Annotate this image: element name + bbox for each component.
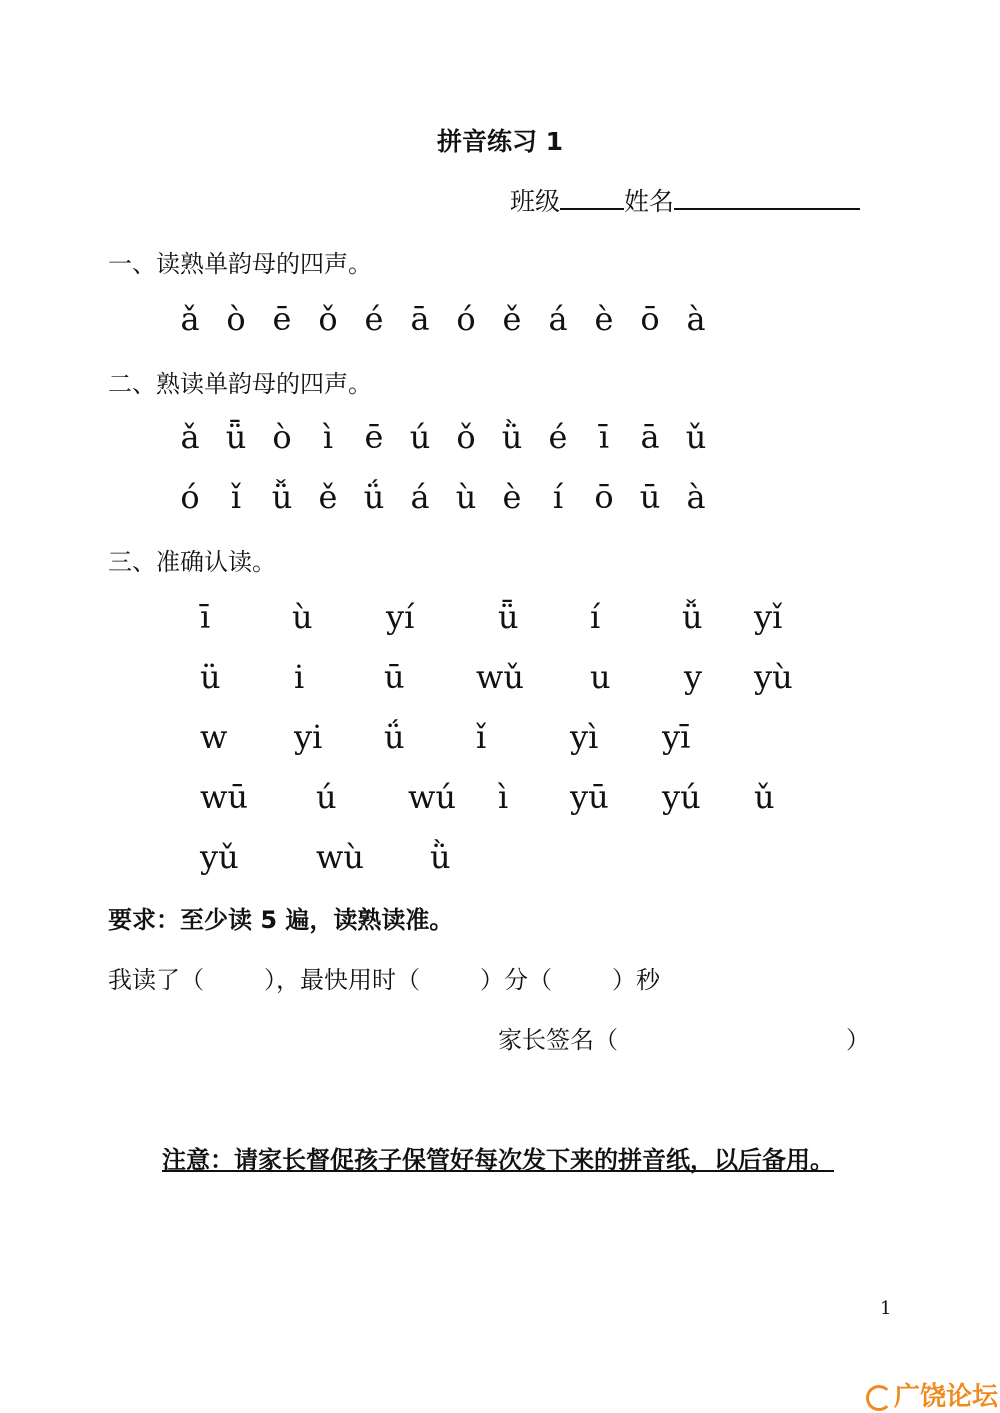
syllable: ǔ — [685, 418, 707, 456]
syllable: yǐ — [754, 598, 783, 636]
class-blank[interactable] — [560, 186, 624, 210]
name-label: 姓名 — [624, 187, 675, 216]
syllable: é — [364, 300, 384, 338]
syllable: è — [594, 300, 614, 338]
syllable: ì — [498, 778, 509, 816]
syllable: ē — [272, 300, 292, 338]
syllable: ǒ — [318, 300, 338, 338]
syllable: ü — [200, 658, 221, 696]
syllable: ú — [409, 418, 431, 456]
minutes-label: ）分（ — [480, 966, 552, 994]
syllable: yi — [294, 718, 323, 756]
syllable: í — [552, 478, 564, 516]
syllable: yì — [570, 718, 599, 756]
syllable: ǐ — [476, 718, 487, 756]
class-label: 班级 — [510, 187, 561, 216]
name-blank[interactable] — [674, 186, 860, 210]
section2-heading: 二、熟读单韵母的四声。 — [108, 370, 372, 398]
syllable: yí — [386, 598, 415, 636]
page-title: 拼音练习 1 — [436, 127, 564, 156]
syllable: ě — [318, 478, 338, 516]
syllable: è — [502, 478, 522, 516]
page-number: 1 — [880, 1298, 892, 1319]
syllable: ǚ — [271, 478, 293, 516]
syllable: yú — [662, 778, 701, 816]
syllable: ǖ — [498, 598, 519, 636]
watermark-text: 广饶论坛 — [894, 1382, 999, 1412]
syllable: yū — [570, 778, 609, 816]
syllable: é — [548, 418, 568, 456]
fastest-time-label: ），最快用时（ — [264, 966, 420, 994]
syllable: à — [686, 478, 706, 516]
syllable: ǚ — [682, 598, 703, 636]
section3-heading: 三、准确认读。 — [108, 548, 276, 576]
syllable: wú — [408, 778, 456, 816]
syllable: wù — [316, 838, 364, 876]
watermark-g-icon — [866, 1385, 892, 1411]
syllable: yī — [662, 718, 691, 756]
syllable: ó — [180, 478, 200, 516]
syllable: ú — [316, 778, 337, 816]
syllable: ō — [594, 478, 614, 516]
syllable: ò — [272, 418, 292, 456]
syllable: ā — [410, 300, 430, 338]
syllable: ǐ — [230, 478, 242, 516]
syllable: ō — [640, 300, 660, 338]
syllable: w — [200, 718, 228, 756]
syllable: ǜ — [430, 838, 451, 876]
syllable: ū — [384, 658, 405, 696]
syllable: ī — [200, 598, 211, 636]
syllable: yǔ — [200, 838, 239, 876]
syllable: í — [590, 598, 601, 636]
syllable: wū — [200, 778, 248, 816]
section1-heading: 一、读熟单韵母的四声。 — [108, 250, 372, 278]
parent-signature-label: 家长签名（ — [498, 1026, 618, 1054]
syllable: ǒ — [456, 418, 476, 456]
syllable: ě — [502, 300, 522, 338]
syllable: ǘ — [384, 718, 405, 756]
syllable: wǔ — [476, 658, 524, 696]
syllable: ē — [364, 418, 384, 456]
syllable: ǖ — [225, 418, 247, 456]
syllable: u — [590, 658, 611, 696]
requirement-text: 要求：至少读 5 遍，读熟读准。 — [108, 906, 454, 934]
watermark-logo — [866, 1376, 998, 1413]
parent-signature-close: ） — [846, 1026, 870, 1054]
notice-text: 注意：请家长督促孩子保管好每次发下来的拼音纸，以后备用。 — [162, 1146, 834, 1174]
syllable: ǎ — [180, 418, 200, 456]
syllable: y — [684, 658, 703, 696]
parent-signature-line — [498, 1020, 870, 1055]
class-name-line — [510, 182, 860, 218]
syllable: ó — [456, 300, 476, 338]
syllable: yù — [754, 658, 793, 696]
read-count-label: 我读了（ — [108, 966, 204, 994]
syllable: i — [294, 658, 305, 696]
syllable: ā — [640, 418, 660, 456]
reading-record-line — [108, 960, 660, 995]
syllable: ǜ — [501, 418, 523, 456]
syllable: ù — [455, 478, 477, 516]
syllable: à — [686, 300, 706, 338]
syllable: ǘ — [363, 478, 385, 516]
syllable: ū — [639, 478, 661, 516]
syllable: ù — [292, 598, 313, 636]
syllable: ǎ — [180, 300, 200, 338]
syllable: á — [548, 300, 568, 338]
syllable: ǔ — [754, 778, 775, 816]
syllable: ò — [226, 300, 246, 338]
syllable: ì — [322, 418, 334, 456]
seconds-label: ）秒 — [612, 966, 660, 994]
syllable: ī — [598, 418, 610, 456]
syllable: á — [410, 478, 430, 516]
